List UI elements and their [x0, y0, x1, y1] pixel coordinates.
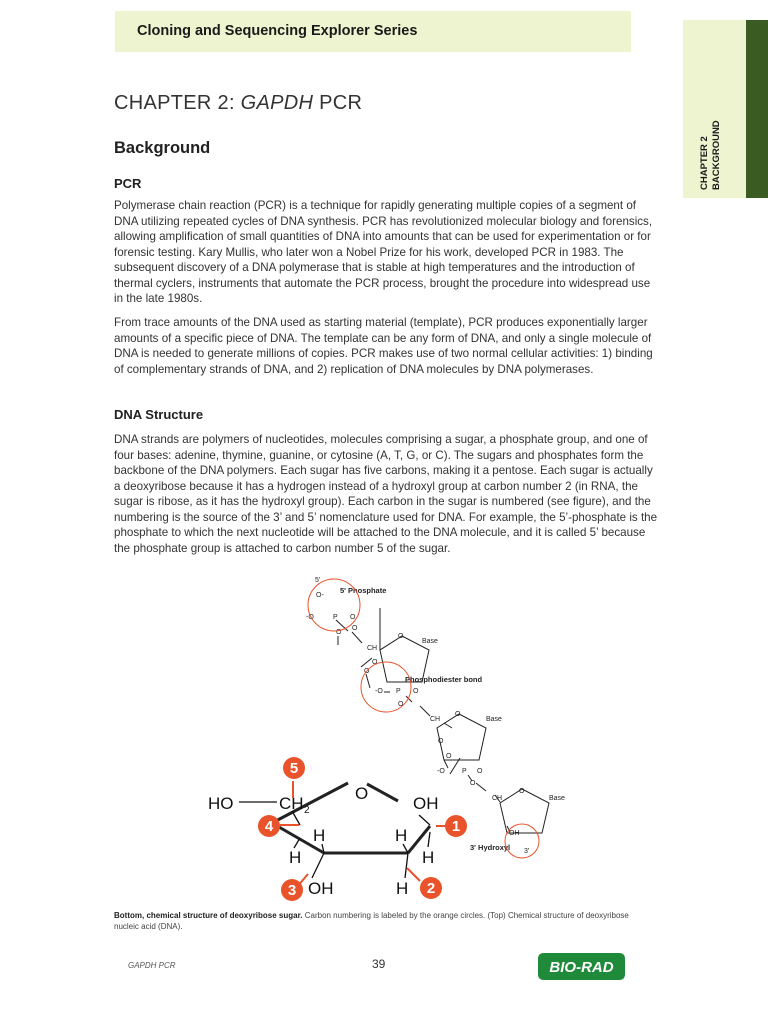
label-h: H [396, 879, 409, 898]
label-o: O [477, 768, 483, 775]
caption-text: Carbon numbering is labeled by the orange circles. (Top) Chemical structure of deoxyribose nucleic acid (DNA). [114, 911, 629, 931]
footer-title: GAPDH PCR [128, 961, 176, 970]
caption-bold: Bottom, chemical structure of deoxyribose sugar. [114, 911, 303, 920]
figure-caption [114, 910, 654, 932]
label-o: O [336, 629, 342, 636]
label-oh: OH [413, 794, 439, 813]
chapter-side-tab [683, 20, 768, 198]
label-5prime: 5' [315, 577, 321, 584]
pcr-heading: PCR [114, 176, 142, 191]
label-o: O [364, 668, 370, 675]
carbon-1-number: 1 [451, 818, 461, 835]
carbon-3-number: 3 [287, 882, 297, 899]
pcr-paragraph-1: Polymerase chain reaction (PCR) is a technique for rapidly generating multiple copies of a segment of DNA utilizing repeated cycles of DNA synthesis. PCR has revolutionized molecular biology and forensics, allowing amplification of small quantities of DNA into amounts that can be used for experimentation or for forensic testing. Kary Mullis, who later won a Nobel Prize for his work, developed PCR in 1983. The subsequent discovery of a DNA polymerase that is stable at high temperatures and the introduction of thermal cyclers, instruments that automate the PCR process, brought the procedure into widespread use in the late 1980s. [114, 199, 653, 305]
side-tab-stripe [746, 20, 768, 198]
label-h: H [395, 826, 408, 845]
dna-diagram [200, 570, 580, 910]
logo-text: BIO-RAD [549, 959, 614, 976]
label-h: H [289, 848, 302, 867]
label-minus-o: -O [437, 768, 445, 775]
carbon-5-number: 5 [289, 760, 299, 777]
label-o: O [372, 659, 378, 666]
label-o: O [352, 625, 358, 632]
label-o: O [413, 688, 419, 695]
label-h: H [422, 848, 435, 867]
chapter-suffix: PCR [313, 92, 363, 114]
page-number: 39 [372, 957, 386, 971]
label-ring-o: O [355, 784, 369, 803]
label-ch2: CH [430, 716, 441, 723]
chapter-gene: GAPDH [240, 92, 314, 114]
label-o: O [446, 753, 452, 760]
phosphate-highlight-circle [308, 579, 360, 631]
label-phosphodiester-bond: Phosphodiester bond [405, 675, 483, 684]
label-minus-o: -O [375, 688, 383, 695]
label-base: Base [486, 716, 502, 723]
label-base: Base [422, 638, 438, 645]
label-o: O [519, 788, 525, 795]
label-o: O [470, 780, 476, 787]
label-p: P [462, 768, 467, 775]
label-o: O [350, 614, 356, 621]
side-tab-chapter: CHAPTER 2 [699, 136, 710, 190]
side-tab-label [699, 120, 723, 190]
carbon-2-number: 2 [426, 880, 436, 897]
series-title: Cloning and Sequencing Explorer Series [137, 23, 418, 39]
label-ho: HO [208, 794, 234, 813]
phosphodiester-highlight-circle [361, 662, 411, 712]
label-ch2: CH [492, 795, 503, 802]
label-o: O [398, 701, 404, 708]
nucleotide-labels [306, 577, 565, 855]
highlight-circles [308, 579, 539, 858]
hydroxyl-highlight-circle [505, 824, 539, 858]
label-ch2: CH [367, 645, 378, 652]
label-p: P [396, 688, 401, 695]
label-o: O [398, 633, 404, 640]
label-o-minus: O- [316, 592, 324, 599]
label-oh: OH [509, 830, 520, 837]
label-ch2: CH [279, 794, 304, 813]
carbon-4-number: 4 [264, 818, 274, 835]
label-ch2-subscript: 2 [304, 805, 310, 816]
dna-structure-heading: DNA Structure [114, 407, 204, 422]
sugar-labels [208, 784, 439, 898]
chapter-title [114, 92, 362, 115]
label-minus-o: -O [306, 614, 314, 621]
label-5-phosphate: 5' Phosphate [340, 586, 387, 595]
label-h: H [313, 826, 326, 845]
label-oh: OH [308, 879, 334, 898]
dna-structure-paragraph: DNA strands are polymers of nucleotides, molecules comprising a sugar, a phosphate group, and one of four bases: adenine, thymine, guanine, or cytosine (A, T, G, or C). The sugars and phosphates form the backbone of the DNA polymers. Each sugar has five carbons, making it a pentose. Each sugar is actually a deoxyribose because it has a hydrogen instead of a hydroxyl group at carbon number 2 (in RNA, the sugar is ribose, as it has the hydroxyl group). Each carbon in the sugar is numbered (see figure), and the numbering is the source of the 3’ and 5’ nomenclature used for DNA. For example, the 5’-phosphate is the phosphate to which the next nucleotide will be attached to the DNA molecule, and it is called 5’ because the phosphate group is attached to carbon number 5 of the sugar. [114, 433, 658, 555]
label-o: O [455, 711, 461, 718]
label-o: O [438, 738, 444, 745]
label-p: P [333, 614, 338, 621]
chapter-prefix: CHAPTER 2: [114, 92, 241, 114]
label-base: Base [549, 795, 565, 802]
bio-rad-logo [536, 951, 627, 982]
label-3-hydroxyl: 3' Hydroxyl [470, 843, 511, 852]
carbon-number-badges [258, 757, 467, 901]
side-tab-section: BACKGROUND [711, 120, 722, 190]
series-header-bar [115, 11, 631, 52]
pcr-paragraph-2: From trace amounts of the DNA used as starting material (template), PCR produces exponentially larger amounts of a specific piece of DNA. The template can be any form of DNA, and only a single molecule of DNA is needed to generate millions of copies. PCR makes use of two normal cellular activities: 1) binding of complementary strands of DNA, and 2) replication of DNA molecules by DNA polymerases. [114, 316, 653, 376]
background-heading: Background [114, 139, 211, 157]
dna-structure-figure [200, 570, 580, 910]
label-3prime: 3' [524, 848, 530, 855]
